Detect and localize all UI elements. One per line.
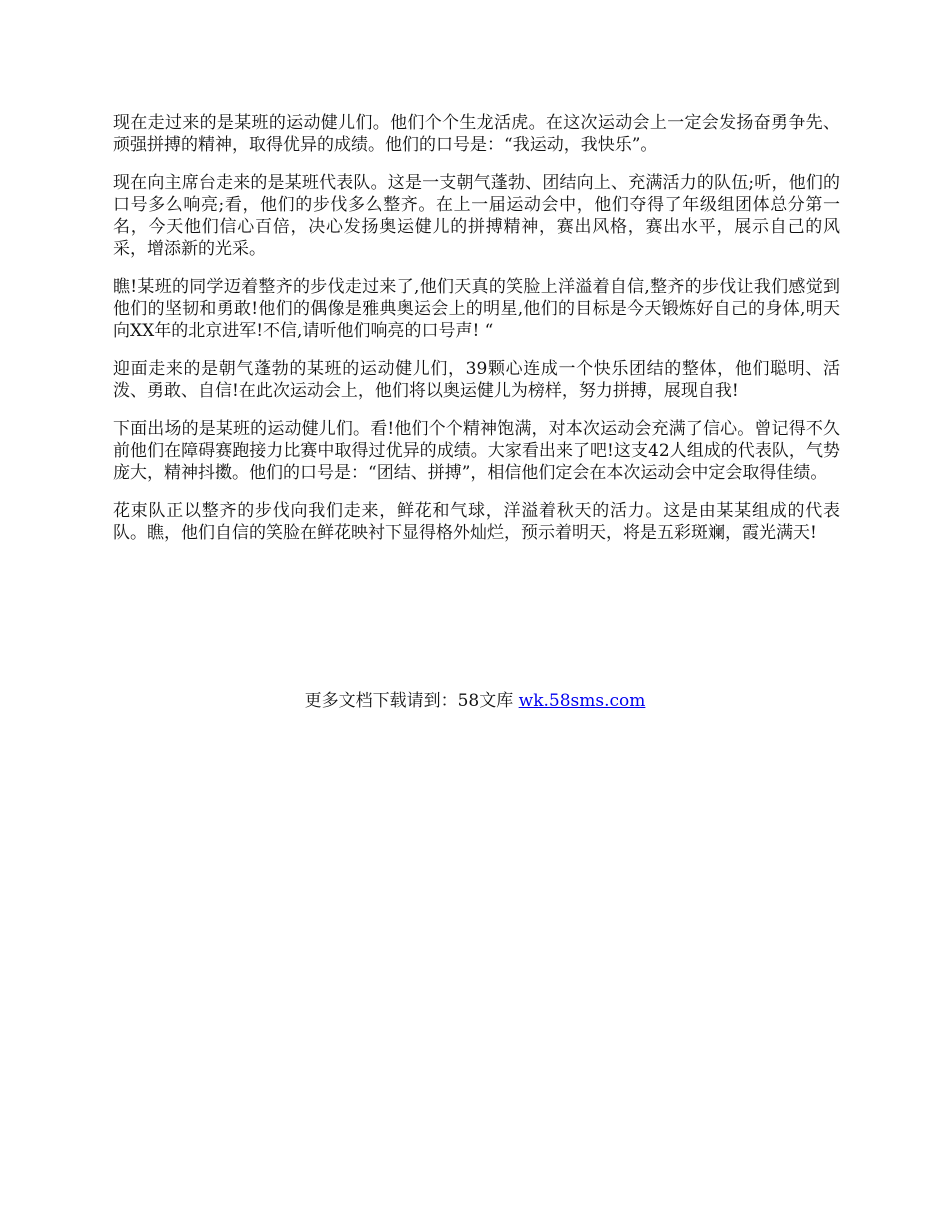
paragraph-5: 下面出场的是某班的运动健儿们。看!他们个个精神饱满，对本次运动会充满了信心。曾记得不久前他们在障碍赛跑接力比赛中取得过优异的成绩。大家看出来了吧!这支42人组成的代表队，气势庞大，精神抖擞。他们的口号是：“团结、拼搏”，相信他们定会在本次运动会中定会取得佳绩。 <box>113 419 840 483</box>
paragraph-3: 瞧!某班的同学迈着整齐的步伐走过来了,他们天真的笑脸上洋溢着自信,整齐的步伐让我们感觉到他们的坚韧和勇敢!他们的偶像是雅典奥运会上的明星,他们的目标是今天锻炼好自己的身体,明天向XX年的北京进军!不信,请听他们响亮的口号声! “ <box>113 277 840 341</box>
download-footer <box>0 690 950 712</box>
paragraph-2: 现在向主席台走来的是某班代表队。这是一支朝气蓬勃、团结向上、充满活力的队伍;听，他们的口号多么响亮;看，他们的步伐多么整齐。在上一届运动会中，他们夺得了年级组团体总分第一名，今天他们信心百倍，决心发扬奥运健儿的拼搏精神，赛出风格，赛出水平，展示自己的风采，增添新的光采。 <box>113 173 840 259</box>
paragraph-6: 花束队正以整齐的步伐向我们走来，鲜花和气球，洋溢着秋天的活力。这是由某某组成的代表队。瞧，他们自信的笑脸在鲜花映衬下显得格外灿烂，预示着明天，将是五彩斑斓，霞光满天! <box>113 501 840 543</box>
paragraph-1: 现在走过来的是某班的运动健儿们。他们个个生龙活虎。在这次运动会上一定会发扬奋勇争先、顽强拼搏的精神，取得优异的成绩。他们的口号是：“我运动，我快乐”。 <box>113 113 840 155</box>
footer-link[interactable]: wk.58sms.com <box>518 691 646 711</box>
document-body <box>113 112 840 560</box>
footer-text: 更多文档下载请到：58文库 <box>304 691 519 711</box>
paragraph-4: 迎面走来的是朝气蓬勃的某班的运动健儿们，39颗心连成一个快乐团结的整体，他们聪明、活泼、勇敢、自信!在此次运动会上，他们将以奥运健儿为榜样，努力拼搏，展现自我! <box>113 359 840 401</box>
